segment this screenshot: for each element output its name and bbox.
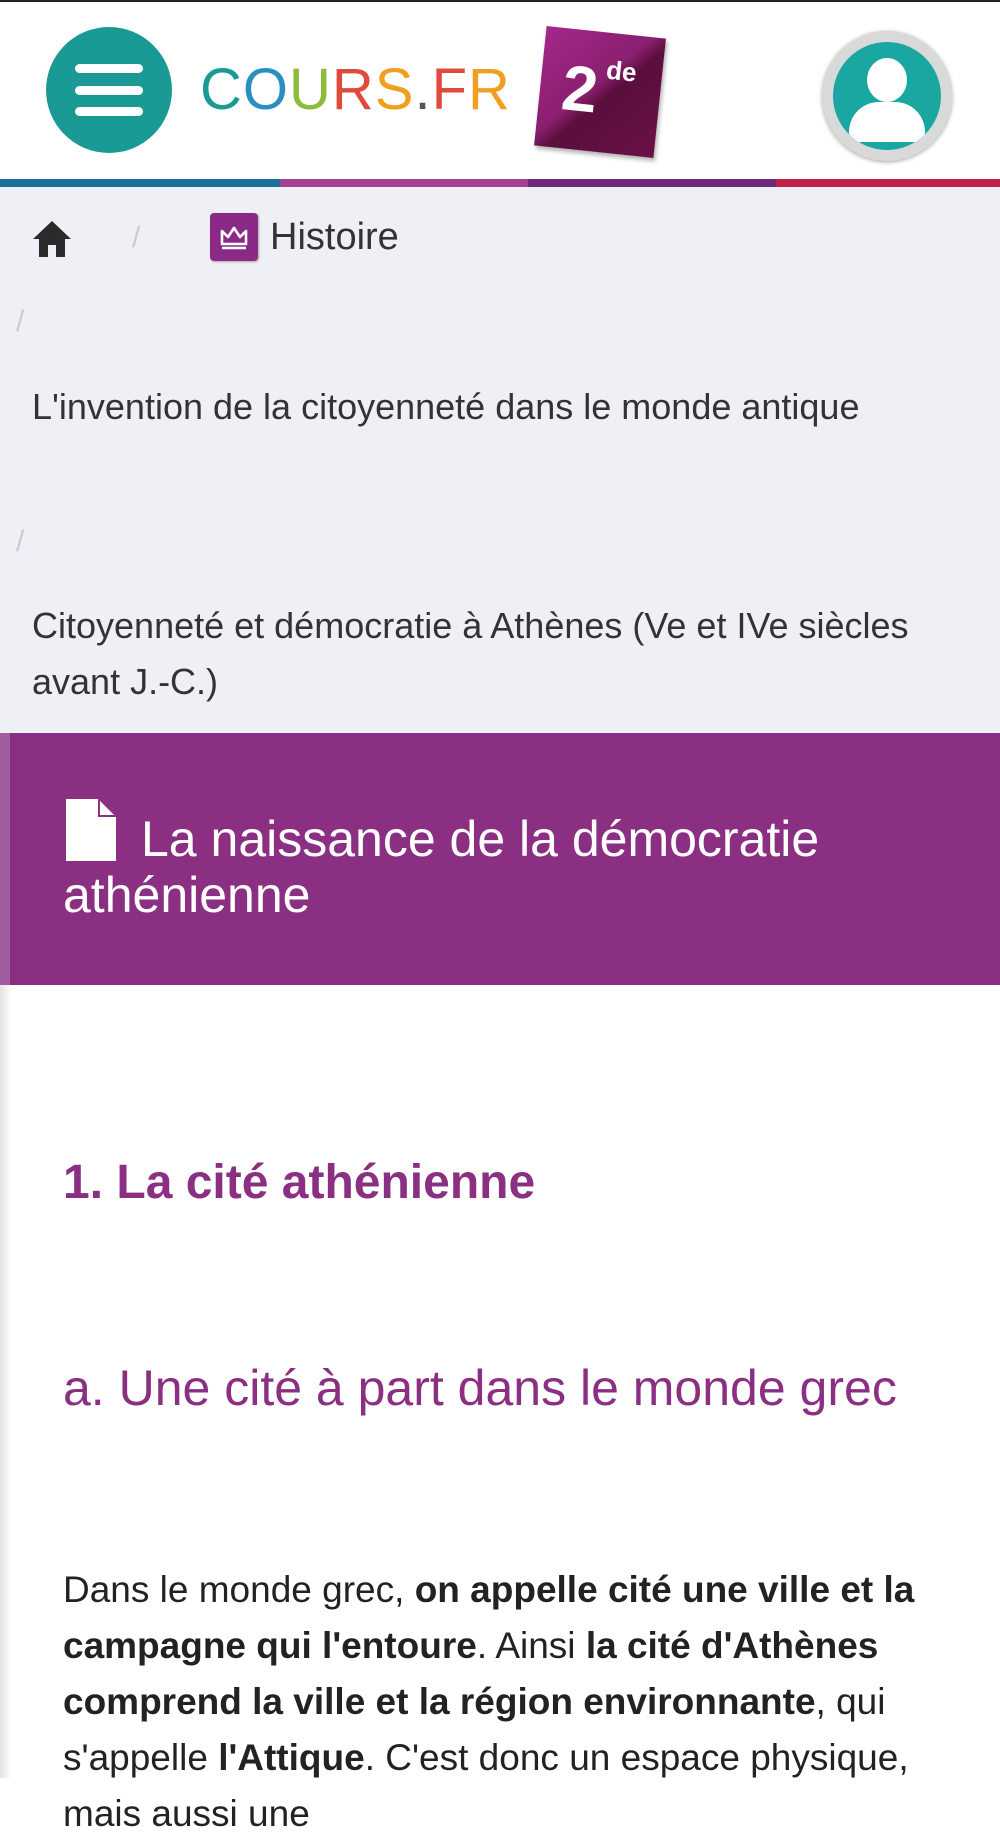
- lesson-content: [0, 985, 1000, 1834]
- logo-letter: R: [331, 57, 375, 122]
- logo-letter: U: [289, 57, 332, 122]
- subject-label: Histoire: [270, 215, 399, 258]
- breadcrumb-separator: /: [16, 305, 25, 338]
- lesson-paragraph: [63, 1562, 943, 1842]
- section-heading: 1. La cité athénienne: [63, 1156, 536, 1209]
- lesson-title-banner: [0, 733, 1000, 985]
- logo-letter: C: [200, 57, 243, 122]
- grade-number: 2: [558, 51, 602, 127]
- subsection-heading: a. Une cité à part dans le monde grec: [63, 1360, 897, 1416]
- home-icon[interactable]: [30, 217, 74, 261]
- paragraph-bold-text: on appelle cité une ville et la campagne qui l'entoure: [63, 1569, 915, 1666]
- color-bar: [0, 179, 1000, 187]
- banner-edge: [0, 733, 10, 985]
- logo-letter: F: [431, 57, 469, 122]
- color-bar-segment: [280, 179, 528, 187]
- paragraph-text: , qui s'appelle: [63, 1681, 886, 1778]
- paragraph-text: . Ainsi: [476, 1625, 586, 1666]
- paragraph-text: . C'est donc un espace physique, mais aussi une: [63, 1737, 909, 1834]
- site-header: [0, 2, 1000, 179]
- paragraph-bold-text: l'Attique: [218, 1737, 365, 1778]
- crown-icon: [210, 213, 258, 261]
- breadcrumb-subject[interactable]: [210, 213, 399, 261]
- grade-badge[interactable]: [534, 26, 666, 158]
- breadcrumb-separator: /: [132, 221, 141, 254]
- profile-button[interactable]: [822, 31, 952, 161]
- color-bar-segment: [776, 179, 1000, 187]
- breadcrumb-section[interactable]: Citoyenneté et démocratie à Athènes (Ve et IVe siècles avant J.-C.): [32, 605, 909, 702]
- paragraph-text: Dans le monde grec,: [63, 1569, 415, 1610]
- user-avatar-icon: [833, 42, 941, 150]
- grade-suffix: de: [604, 54, 639, 88]
- site-logo[interactable]: [200, 50, 511, 130]
- paragraph-bold-text: la cité d'Athènes comprend la ville et la région environnante: [63, 1625, 879, 1722]
- logo-letter: S: [374, 57, 415, 122]
- logo-letter: .: [414, 57, 432, 122]
- menu-button[interactable]: [46, 27, 172, 153]
- color-bar-segment: [528, 179, 776, 187]
- hamburger-menu-icon: [75, 64, 143, 116]
- breadcrumb-separator: /: [16, 525, 25, 558]
- logo-letter: R: [468, 57, 511, 122]
- breadcrumb: [0, 187, 1000, 733]
- lesson-title: La naissance de la démocratie athénienne: [63, 811, 820, 923]
- color-bar-segment: [0, 179, 280, 187]
- logo-letter: O: [242, 57, 290, 122]
- content-shadow: [0, 985, 12, 1778]
- breadcrumb-chapter[interactable]: L'invention de la citoyenneté dans le monde antique: [32, 386, 860, 427]
